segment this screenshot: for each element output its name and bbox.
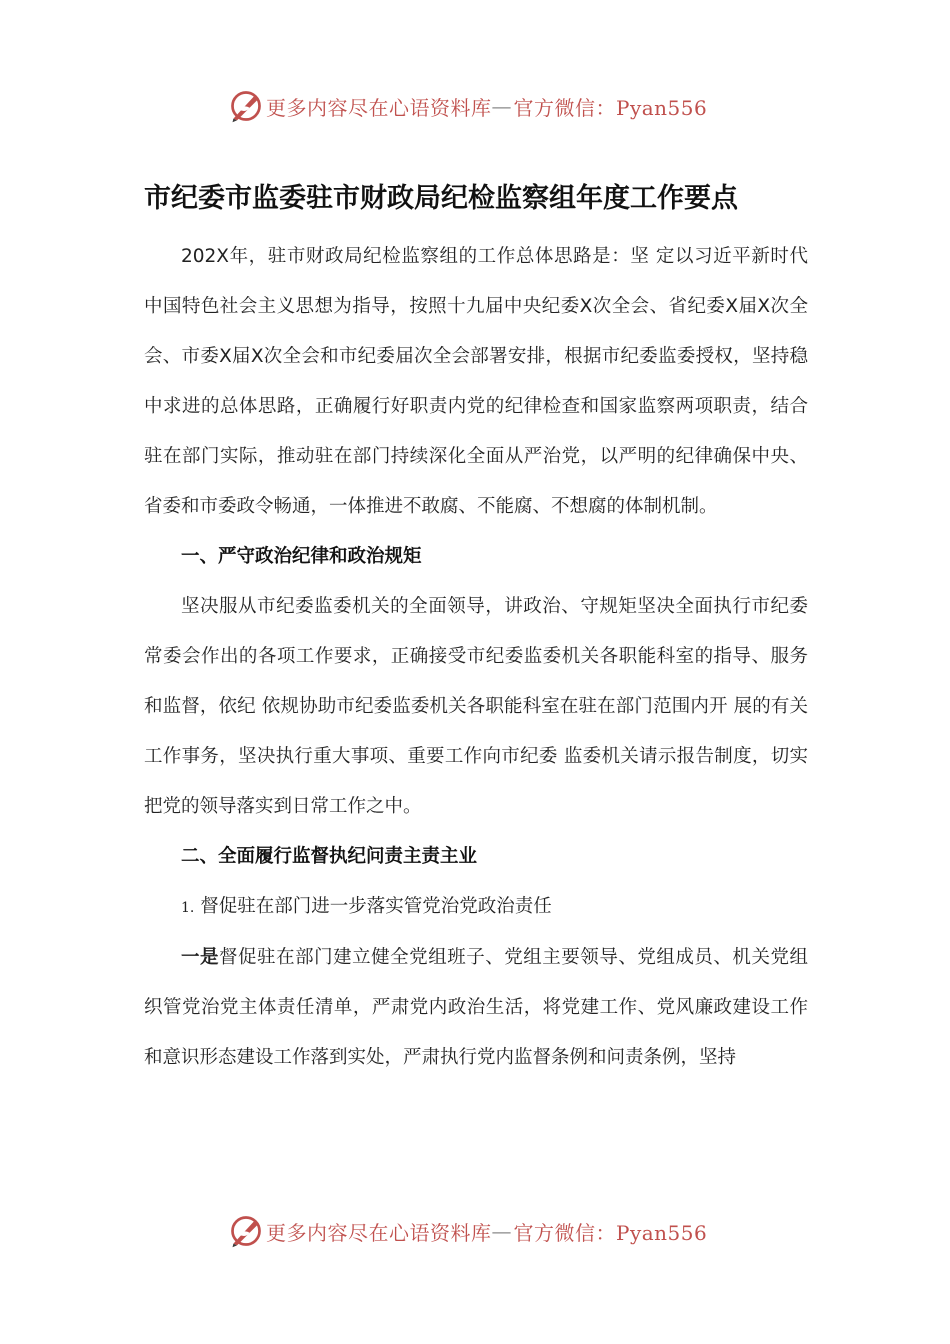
- subsection-1-title: [144, 882, 808, 933]
- banner-contact: 官方微信：Pyan556: [513, 1220, 708, 1245]
- lead-paragraph-text: 督促驻在部门建立健全党组班子、党组主要领导、党组成员、机关党组织管党治党主体责任清单，严肃党内政治生活，将党建工作、党风廉政建设工作和意识形态建设工作落到实处，严肃执行党内监督条例和问责条例，坚持: [144, 947, 808, 1068]
- banner-text: 更多内容尽在心语资料库: [266, 95, 492, 120]
- footer-banner: [228, 1211, 707, 1251]
- subsection-title-text: 督促驻在部门进一步落实管党治党政治责任: [200, 896, 552, 917]
- pen-logo-icon: [228, 88, 264, 124]
- section-2-heading: 二、全面履行监督执纪问责主责主业: [181, 846, 478, 867]
- subsection-1-paragraph: [144, 933, 808, 1083]
- section-1-paragraph: 坚决服从市纪委监委机关的全面领导，讲政治、守规矩坚决全面执行市纪委常委会作出的各项工作要求，正确接受市纪委监委机关各职能科室的指导、服务和监督，依纪 依规协助市纪委监委机关各职能科室在驻在部门范围内开 展的有关工作事务，坚决执行重大事项、重要工作向市纪委 监委机关请示报告制度，切实把党的领导落实到日常工作之中。: [144, 596, 808, 817]
- subsection-number: 1.: [181, 900, 195, 916]
- banner-text: 更多内容尽在心语资料库: [266, 1220, 492, 1245]
- page-title: 市纪委市监委驻市财政局纪检监察组年度工作要点: [144, 183, 738, 214]
- document-body: [144, 232, 808, 1083]
- header-banner: [228, 86, 707, 126]
- banner-dash: —: [491, 1219, 514, 1243]
- intro-paragraph: 202X年，驻市财政局纪检监察组的工作总体思路是：坚 定以习近平新时代中国特色社会主义思想为指导，按照十九届中央纪委Ⅹ次全会、省纪委Ⅹ届Ⅹ次全会、市委Ⅹ届Ⅹ次全会和市纪委届次全会部署安排，根据市纪委监委授权，坚持稳中求进的总体思路，正确履行好职责内党的纪律检查和国家监察两项职责，结合驻在部门实际，推动驻在部门持续深化全面从严治党，以严明的纪律确保中央、省委和市委政令畅通，一体推进不敢腐、不能腐、不想腐的体制机制。: [144, 246, 808, 517]
- pen-logo-icon: [228, 1213, 264, 1249]
- lead-bold-marker: 一是: [181, 947, 220, 968]
- banner-contact: 官方微信：Pyan556: [513, 95, 708, 120]
- banner-dash: —: [491, 94, 514, 118]
- section-1-heading: 一、严守政治纪律和政治规矩: [181, 546, 422, 567]
